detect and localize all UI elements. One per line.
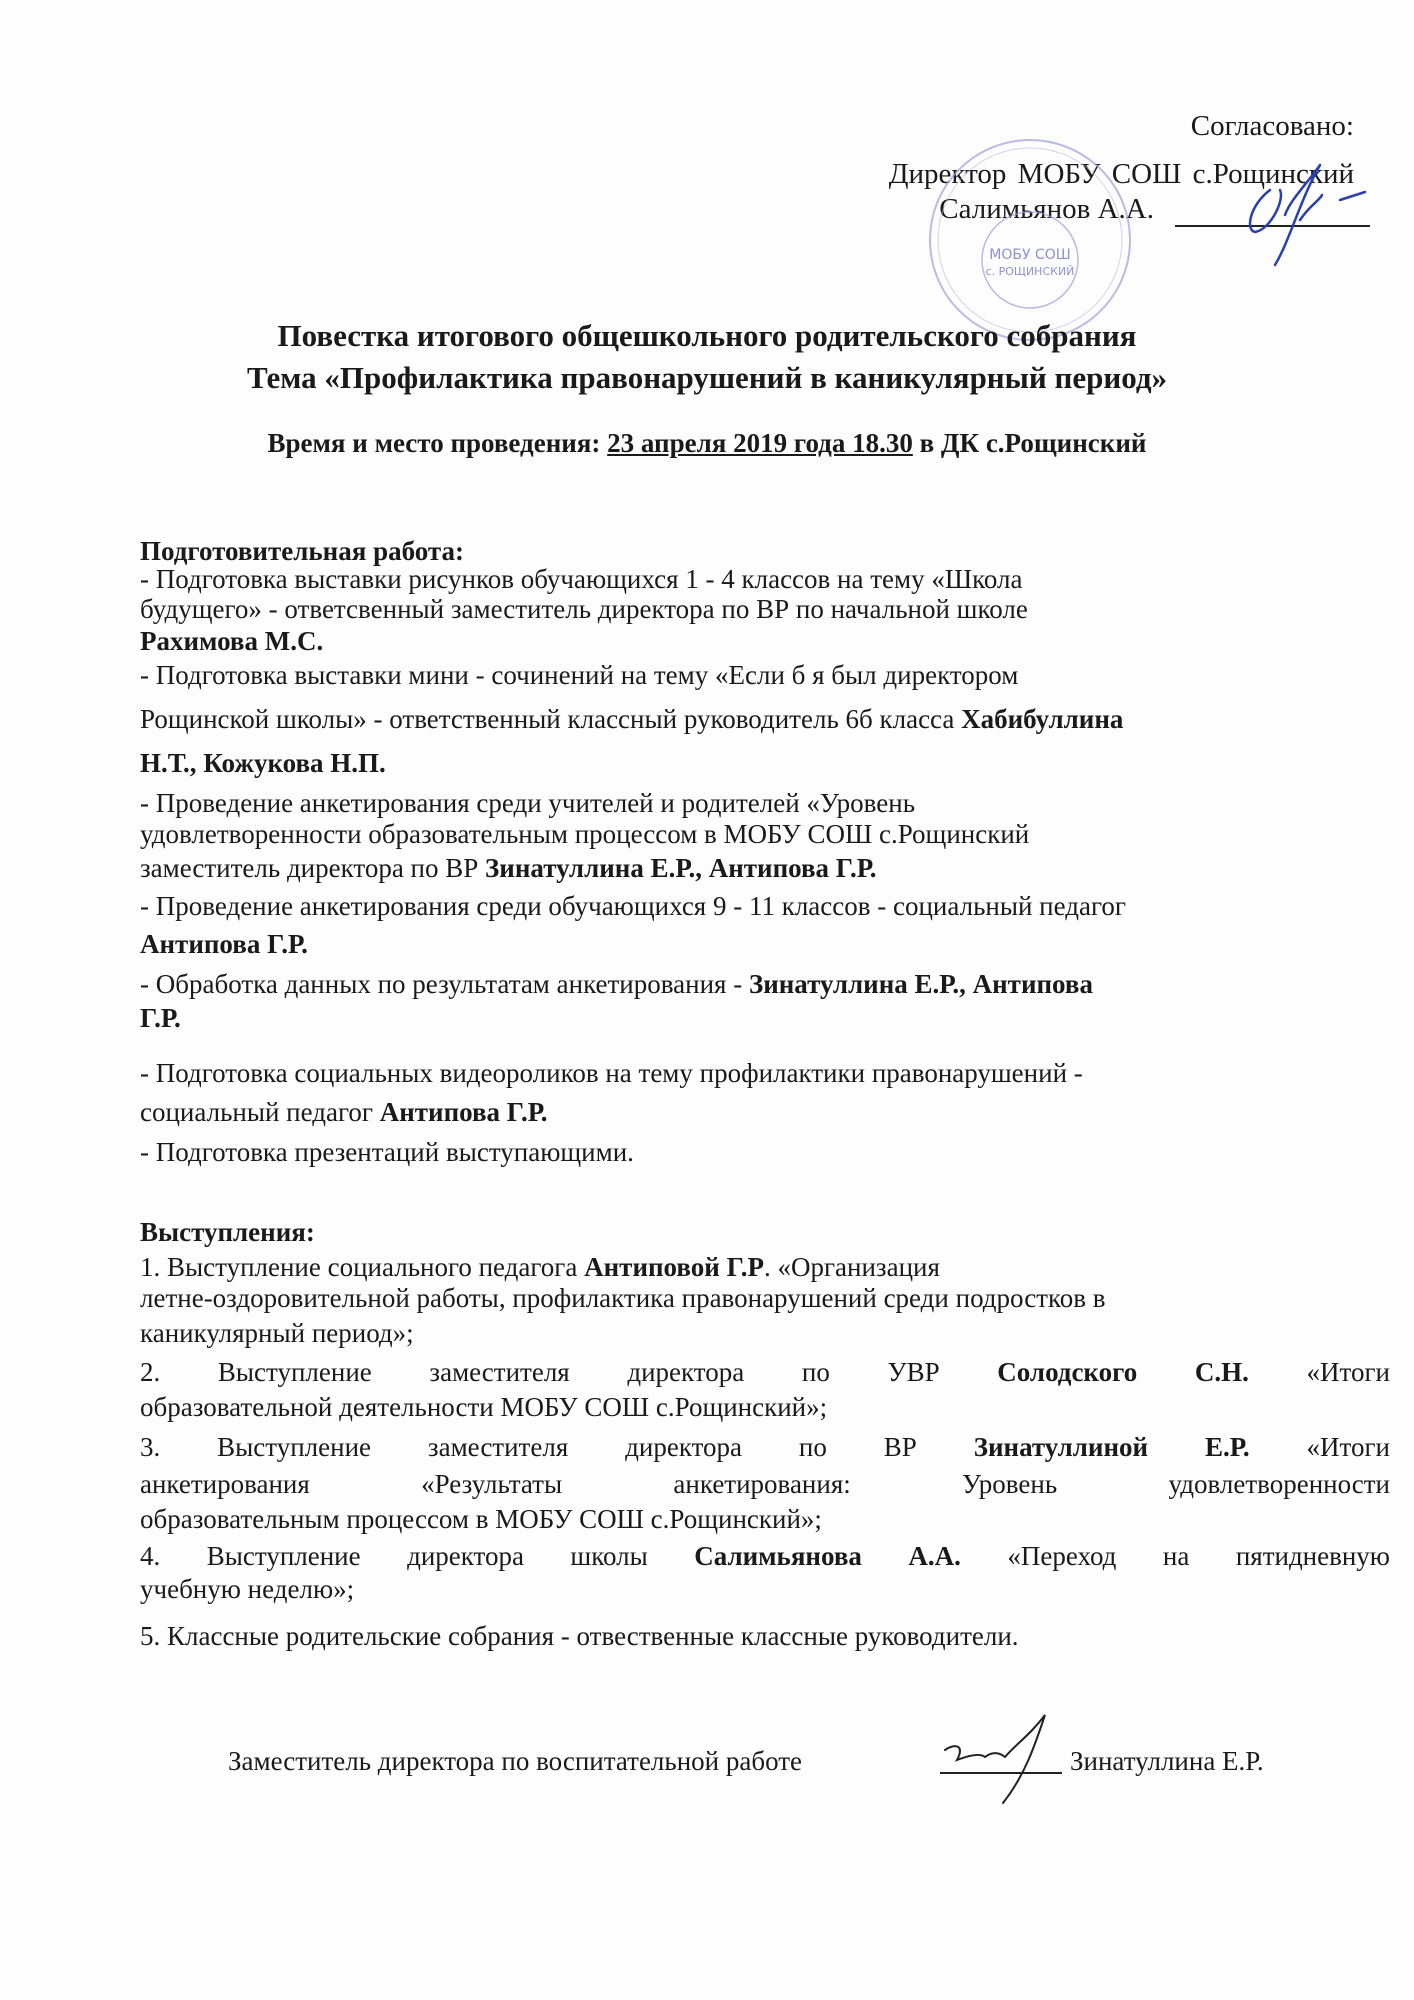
speeches-line — [140, 1316, 414, 1350]
prep-line — [140, 889, 1126, 923]
speeches-line — [140, 1467, 1390, 1501]
meeting-datetime: 23 апреля 2019 года 18.30 — [607, 428, 913, 458]
text-segment: Рощинской школы» - ответственный классный руководитель 6б класса — [140, 704, 962, 734]
person-name: Хабибуллина — [961, 704, 1124, 734]
text-segment: образовательным процессом в МОБУ СОШ с.Рощинский»; — [140, 1504, 822, 1534]
prep-line — [140, 927, 308, 961]
director-signature — [1230, 160, 1370, 270]
speeches-line — [140, 1390, 827, 1424]
speeches-line — [140, 1502, 822, 1536]
text-segment: образовательной деятельности МОБУ СОШ с.Рощинский»; — [140, 1392, 828, 1422]
text-segment: - Подготовка выставки рисунков обучающихся 1 - 4 классов на тему «Школа — [140, 564, 1023, 594]
text-segment: 4. Выступление директора школы — [140, 1541, 695, 1571]
speeches-line — [140, 1250, 940, 1284]
person-name: Н.Т., Кожукова Н.П. — [140, 748, 386, 778]
deputy-signature — [935, 1705, 1075, 1805]
text-segment: каникулярный период»; — [140, 1318, 414, 1348]
prep-line — [140, 592, 1028, 626]
meeting-label: Время и место проведения: — [267, 428, 608, 458]
text-segment: учебную неделю»; — [140, 1574, 355, 1604]
person-name: Зинатуллиной Е.Р. — [973, 1432, 1250, 1462]
text-segment: удовлетворенности образовательным процессом в МОБУ СОШ с.Рощинский — [140, 819, 1030, 849]
person-name: Г.Р. — [140, 1003, 181, 1033]
prep-line — [140, 851, 877, 885]
speeches-heading: Выступления: — [140, 1217, 315, 1247]
text-segment: будущего» - ответсвенный заместитель директора по ВР по начальной школе — [140, 594, 1028, 624]
school-stamp — [925, 135, 1135, 345]
page-title: Повестка итогового общешкольного родительского собрания — [277, 318, 1137, 353]
person-name: Антиповой Г.Р — [584, 1252, 764, 1282]
text-segment: 2. Выступление заместителя директора по УВР — [140, 1357, 998, 1387]
person-name: Зинатуллина Е.Р., Антипова — [748, 969, 1093, 999]
text-segment: - Проведение анкетирования среди обучающихся 9 - 11 классов - социальный педагог — [140, 891, 1126, 921]
person-name: Антипова Г.Р. — [379, 1097, 548, 1127]
speeches-line — [140, 1355, 1390, 1389]
person-name: Рахимова М.С. — [140, 626, 324, 656]
speeches-line — [140, 1281, 1105, 1315]
prep-line — [140, 658, 1018, 692]
approval-name: Салимьянов А.А. — [939, 193, 1154, 225]
speeches-line — [140, 1572, 354, 1606]
footer-position: Заместитель директора по воспитательной работе — [228, 1746, 803, 1776]
prep-line — [140, 746, 386, 780]
prep-heading: Подготовительная работа: — [140, 536, 464, 566]
speeches-line — [140, 1539, 1390, 1573]
text-segment: «Переход на пятидневную — [960, 1541, 1390, 1571]
text-segment: - Подготовка социальных видеороликов на тему профилактики правонарушений - — [140, 1058, 1083, 1088]
text-segment: 1. Выступление социального педагога — [140, 1252, 585, 1282]
text-segment: летне-оздоровительной работы, профилактика правонарушений среди подростков в — [140, 1283, 1106, 1313]
text-segment: 5. Классные родительские собрания - отвественные классные руководители. — [140, 1621, 1019, 1651]
prep-line — [140, 786, 915, 820]
speeches-line — [140, 1619, 1019, 1653]
text-segment: анкетирования «Результаты анкетирования: Уровень удовлетворенности — [140, 1469, 1390, 1499]
text-segment: «Итоги — [1248, 1357, 1391, 1387]
text-segment: заместитель директора по ВР — [140, 853, 486, 883]
page-subtitle: Тема «Профилактика правонарушений в каникулярный период» — [247, 360, 1167, 395]
prep-line — [140, 562, 1022, 596]
approval-label: Согласовано: — [1190, 110, 1354, 142]
text-segment: «Итоги — [1249, 1432, 1391, 1462]
footer-name: Зинатуллина Е.Р. — [1070, 1746, 1264, 1776]
text-segment: 3. Выступление заместителя директора по ВР — [140, 1432, 974, 1462]
person-name: Зинатуллина Е.Р., Антипова Г.Р. — [485, 853, 877, 883]
person-name: Салимьянова А.А. — [694, 1541, 961, 1571]
text-segment: - Подготовка презентаций выступающими. — [140, 1137, 634, 1167]
prep-line — [140, 624, 323, 658]
stamp-text-1: МОБУ СОШ — [989, 247, 1071, 263]
prep-line — [140, 1095, 548, 1129]
text-segment: социальный педагог — [140, 1097, 380, 1127]
prep-line — [140, 817, 1029, 851]
prep-line — [140, 967, 1093, 1001]
text-segment: - Обработка данных по результатам анкетирования - — [140, 969, 749, 999]
text-segment: - Подготовка выставки мини - сочинений на тему «Если б я был директором — [140, 660, 1019, 690]
person-name: Солодского С.Н. — [997, 1357, 1249, 1387]
person-name: Антипова Г.Р. — [140, 929, 308, 959]
text-segment: - Проведение анкетирования среди учителей и родителей «Уровень — [140, 788, 916, 818]
text-segment: . «Организация — [763, 1252, 940, 1282]
meeting-place: в ДК с.Рощинский — [912, 428, 1147, 458]
prep-line — [140, 1056, 1083, 1090]
speeches-line — [140, 1430, 1390, 1464]
approval-position: Директор МОБУ СОШ с.Рощинский — [888, 158, 1354, 190]
prep-line — [140, 1135, 634, 1169]
prep-line — [140, 702, 1123, 736]
meeting-info — [0, 428, 1414, 459]
stamp-text-2: с. РОЩИНСКИЙ — [985, 265, 1075, 278]
prep-line — [140, 1001, 181, 1035]
